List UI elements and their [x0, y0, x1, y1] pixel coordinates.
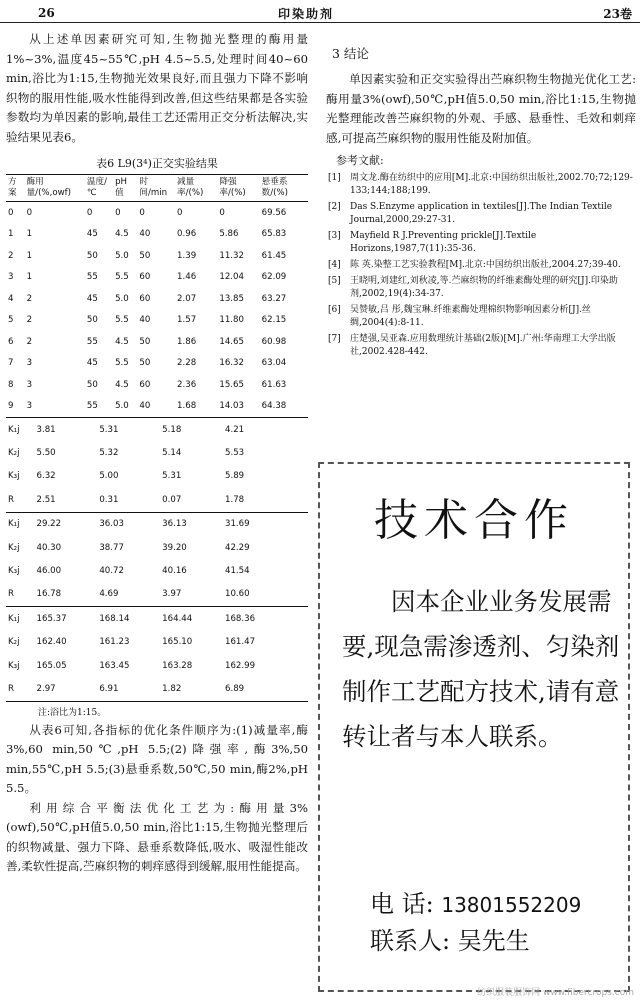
- page-header: [0, 0, 640, 23]
- stats-empty-cell: [301, 488, 308, 512]
- stats-cell: R: [8, 589, 14, 600]
- stats-cell: 36.13: [160, 512, 223, 536]
- stats-empty-cell: [286, 488, 293, 512]
- table-cell: 3: [26, 379, 33, 390]
- table-cell: 50: [86, 379, 98, 390]
- stats-empty-cell: [301, 654, 308, 677]
- table-cell: 61.63: [261, 379, 287, 390]
- reference-text: 王晓明,刘建红,刘秋凌,等.苎麻织物的纤维素酶处理的研究[J].印染助剂,2002,19(4):34-37.: [350, 276, 618, 299]
- stats-cell: 36.03: [97, 512, 160, 536]
- table-header-cell: 方案: [6, 175, 25, 202]
- table-row: [6, 202, 308, 224]
- stats-cell: K₃j: [8, 471, 20, 482]
- stats-cell: 5.14: [162, 448, 182, 459]
- stats-cell: 10.60: [225, 589, 250, 600]
- phone-number: 13801552209: [441, 893, 582, 917]
- stats-cell: 3.97: [162, 589, 182, 600]
- right-column: [326, 30, 636, 362]
- stats-row: [6, 607, 308, 631]
- table-cell: 11.80: [219, 315, 244, 326]
- stats-empty-cell: [286, 607, 293, 631]
- stats-cell: K₂j: [8, 637, 20, 648]
- stats-cell: 42.29: [225, 542, 250, 553]
- table-caption: 表6 L9(3⁴)正交实验结果: [96, 157, 218, 170]
- stats-cell: 0.07: [162, 494, 182, 505]
- stats-empty-cell: [301, 512, 308, 536]
- stats-cell: 163.45: [99, 660, 130, 671]
- contact-name: 吴先生: [457, 927, 530, 955]
- table-row: [6, 310, 308, 332]
- reference-item: [326, 172, 636, 198]
- table-cell: 0: [139, 207, 145, 218]
- table-cell: 0: [177, 207, 183, 218]
- stats-empty-cell: [301, 631, 308, 654]
- table-header-cell: pH 值: [113, 175, 137, 202]
- table-cell: 2: [26, 336, 33, 347]
- table-cell: 0: [219, 207, 225, 218]
- stats-empty-cell: [293, 583, 300, 607]
- reference-number: [1]: [328, 173, 341, 183]
- stats-empty-cell: [293, 536, 300, 559]
- stats-row: [6, 536, 308, 559]
- reference-number: [3]: [328, 231, 341, 241]
- stats-empty-cell: [293, 631, 300, 654]
- stats-empty-cell: [293, 677, 300, 701]
- stats-empty-cell: [286, 654, 293, 677]
- stats-cell: 31.69: [223, 512, 286, 536]
- contact-line: [370, 923, 581, 959]
- stats-empty-cell: [286, 583, 293, 607]
- table-cell: 0: [26, 207, 33, 218]
- stats-cell: 29.22: [35, 512, 98, 536]
- reference-item: [326, 259, 636, 272]
- table-note: 注:浴比为1:15。: [38, 707, 107, 718]
- stats-row: [6, 488, 308, 512]
- references-list: [326, 172, 636, 359]
- stats-empty-cell: [286, 677, 293, 701]
- table-cell: 12.04: [219, 272, 244, 283]
- table-cell: 40: [139, 229, 151, 240]
- table-cell: 0: [86, 207, 93, 218]
- stats-row: [6, 631, 308, 654]
- table-cell: 5.5: [115, 315, 129, 326]
- table-cell: 2.36: [177, 379, 197, 390]
- table-cell: 55: [86, 336, 98, 347]
- stats-cell: 164.44: [160, 607, 223, 631]
- reference-item: [326, 333, 636, 359]
- stats-cell: 40.16: [162, 566, 187, 577]
- stats-row: [6, 583, 308, 607]
- stats-cell: 2.51: [36, 494, 56, 505]
- table-cell: 4.5: [115, 336, 129, 347]
- stats-empty-cell: [286, 465, 293, 488]
- table-cell: 2.07: [177, 293, 197, 304]
- table-cell: 50: [86, 250, 98, 261]
- table-row: [6, 396, 308, 418]
- stats-table: [6, 417, 308, 702]
- stats-cell: 163.28: [162, 660, 193, 671]
- page-number: 26: [38, 6, 55, 20]
- stats-cell: 6.89: [223, 677, 286, 701]
- stats-cell: 46.00: [36, 566, 62, 577]
- stats-cell: 5.18: [160, 418, 223, 442]
- stats-cell: 39.20: [162, 542, 187, 553]
- stats-cell: K₃j: [8, 566, 20, 577]
- stats-cell: 165.05: [36, 660, 67, 671]
- table-cell: 45: [86, 358, 98, 369]
- table-body: [6, 202, 308, 418]
- table-cell: 64.38: [261, 401, 287, 412]
- table-cell: 0.96: [177, 229, 197, 240]
- table-cell: 5.0: [115, 401, 129, 412]
- stats-cell: 5.89: [225, 471, 245, 482]
- stats-cell: 162.99: [225, 660, 256, 671]
- table-cell: 50: [86, 315, 98, 326]
- phone-line: [370, 886, 581, 923]
- stats-cell: 5.53: [225, 448, 245, 459]
- stats-row: [6, 418, 308, 442]
- reference-text: 周文龙.酶在纺织中的应用[M].北京:中国纺织出版社,2002.70;72;129-133;144;188;199.: [350, 173, 633, 196]
- table-cell: 65.83: [261, 229, 287, 240]
- table-cell: 40: [139, 401, 151, 412]
- table-cell: 5.0: [115, 293, 129, 304]
- table-cell: 4.5: [115, 229, 129, 240]
- stats-empty-cell: [301, 441, 308, 464]
- stats-cell: 5.31: [162, 471, 182, 482]
- table-cell: 60.98: [261, 336, 287, 347]
- reference-text: 庄楚强,吴亚森.应用数理统计基础(2版)[M].广州:华南理工大学出版社,2002.428-442.: [350, 334, 616, 357]
- ad-body: 因本企业业务发展需要,现急需渗透剂、匀染剂制作工艺配方技术,请有意转让者与本人联系。: [342, 587, 620, 751]
- stats-cell: 4.69: [99, 589, 119, 600]
- table-cell: 50: [139, 336, 151, 347]
- table-cell: 45: [86, 293, 98, 304]
- stats-empty-cell: [301, 607, 308, 631]
- table-cell: 1.86: [177, 336, 197, 347]
- stats-empty-cell: [301, 583, 308, 607]
- table-cell: 5.5: [115, 358, 129, 369]
- reference-item: [326, 304, 636, 330]
- stats-row: [6, 677, 308, 701]
- table-cell: 45: [86, 229, 98, 240]
- reference-text: Mayfield R J.Preventing prickle[J].Textile Horizons,1987,7(11):35-36.: [350, 231, 537, 254]
- conclusion-paragraph: 单因素实验和正交实验得出苎麻织物生物抛光优化工艺:酶用量3%(owf),50℃,pH值5.0,50 min,浴比1:15,生物抛光整理能改善苎麻织物的外观、手感、悬垂性、毛效和刺痒感,可提高苎麻织物的服用性能及附加值。: [326, 72, 636, 145]
- table-cell: 1.39: [177, 250, 197, 261]
- stats-cell: 1.78: [225, 494, 245, 505]
- stats-empty-cell: [293, 559, 300, 582]
- table-cell: 14.03: [219, 401, 244, 412]
- table-cell: 2: [26, 293, 33, 304]
- stats-cell: 165.10: [162, 637, 193, 648]
- stats-empty-cell: [293, 512, 300, 536]
- table-row: [6, 224, 308, 246]
- ad-contact: [370, 886, 581, 959]
- table-header-cell: 减量率/(%): [175, 175, 217, 202]
- stats-empty-cell: [293, 654, 300, 677]
- table-cell: 5.5: [115, 272, 129, 283]
- table-cell: 55: [86, 401, 98, 412]
- optimization-paragraph: 从表6可知,各指标的优化条件顺序为:(1)减量率,酶3%,60 min,50℃,pH 5.5;(2)降强率,酶3%,50 min,55℃,pH 5.5;(3)悬垂系数,50℃,50 min,酶2%,pH 5.5。: [6, 722, 308, 796]
- stats-cell: 6.91: [97, 677, 160, 701]
- table-cell: 1.57: [177, 315, 197, 326]
- reference-number: [5]: [328, 276, 341, 286]
- table-cell: 61.45: [261, 250, 287, 261]
- stats-empty-cell: [301, 677, 308, 701]
- table-cell: 1: [26, 272, 33, 283]
- table-cell: 5: [8, 315, 14, 326]
- stats-empty-cell: [293, 607, 300, 631]
- table-cell: 11.32: [219, 250, 244, 261]
- reference-text: 吴赞敏,吕 彤,魏宝琳.纤维素酶处理棉织物影响因素分析[J].丝绸,2004(4):8-11.: [350, 305, 591, 328]
- stats-cell: 38.77: [99, 542, 124, 553]
- advertisement-box: [318, 462, 630, 992]
- phone-label: 电 话:: [370, 890, 434, 918]
- stats-cell: 162.40: [36, 637, 67, 648]
- table-cell: 3: [26, 401, 33, 412]
- stats-cell: 16.78: [36, 589, 62, 600]
- table-cell: 6: [8, 336, 14, 347]
- table-cell: 40: [139, 315, 151, 326]
- stats-body: [6, 418, 308, 702]
- table-cell: 13.85: [219, 293, 244, 304]
- stats-cell: 161.23: [99, 637, 130, 648]
- table-cell: 50: [139, 358, 151, 369]
- stats-empty-cell: [293, 441, 300, 464]
- stats-row: [6, 441, 308, 464]
- table-cell: 1: [26, 250, 33, 261]
- stats-cell: K₁j: [6, 418, 35, 442]
- stats-cell: 6.32: [36, 471, 56, 482]
- references-title: 参考文献:: [336, 154, 384, 167]
- table-cell: 9: [8, 401, 14, 412]
- stats-cell: 161.47: [225, 637, 256, 648]
- table-cell: 0: [115, 207, 121, 218]
- table-cell: 15.65: [219, 379, 244, 390]
- stats-empty-cell: [286, 536, 293, 559]
- table-row: [6, 353, 308, 375]
- stats-cell: K₁j: [6, 607, 35, 631]
- reference-text: Das S.Enzyme application in textiles[J].The Indian Textile Journal,2000,29:27-31.: [350, 202, 613, 225]
- table-header-cell: 酶用量/(%,owf): [25, 175, 85, 202]
- stats-cell: 3.81: [35, 418, 98, 442]
- table-cell: 2: [26, 315, 33, 326]
- stats-cell: R: [8, 494, 14, 505]
- table-cell: 2: [8, 250, 14, 261]
- table-cell: 63.27: [261, 293, 287, 304]
- intro-paragraph: 从上述单因素研究可知,生物抛光整理的酶用量1%~3%,温度45~55℃,pH 4.5~5.5,处理时间40~60 min,浴比为1:15,生物抛光效果良好,而且强力下降不影响织物的服用性能,吸水性能得到改善,但这些结果都是各实验参数均为单因素的影响,最佳工艺还需用正交分析法解决,实验结果见表6。: [6, 32, 308, 144]
- contact-label: 联系人:: [370, 927, 451, 955]
- stats-cell: 4.21: [223, 418, 286, 442]
- stats-cell: 0.31: [99, 494, 119, 505]
- stats-cell: R: [6, 677, 35, 701]
- stats-cell: 2.97: [35, 677, 98, 701]
- balance-paragraph: 利用综合平衡法优化工艺为:酶用量3%(owf),50℃,pH值5.0,50 min,浴比1:15,生物抛光整理后的织物减量、强力下降、悬垂系数降低,吸水、吸湿性能改善,柔软性提高,苎麻织物的刺痒感得到缓解,服用性能提高。: [6, 800, 308, 874]
- stats-cell: 41.54: [225, 566, 250, 577]
- table-row: [6, 331, 308, 353]
- table-cell: 69.56: [261, 207, 287, 218]
- table-cell: 14.65: [219, 336, 244, 347]
- stats-empty-cell: [301, 536, 308, 559]
- watermark: 纺织服装服饰网 www.fibercrops.com: [477, 988, 634, 998]
- table-cell: 1.68: [177, 401, 197, 412]
- stats-cell: 5.32: [99, 448, 119, 459]
- reference-item: [326, 230, 636, 256]
- table-cell: 60: [139, 272, 151, 283]
- table-cell: 7: [8, 358, 14, 369]
- stats-empty-cell: [286, 441, 293, 464]
- stats-empty-cell: [301, 418, 308, 442]
- stats-row: [6, 654, 308, 677]
- reference-item: [326, 201, 636, 227]
- table-cell: 1.46: [177, 272, 197, 283]
- table-cell: 5.0: [115, 250, 129, 261]
- stats-cell: K₁j: [6, 512, 35, 536]
- table-cell: 62.09: [261, 272, 287, 283]
- stats-cell: 5.50: [36, 448, 56, 459]
- table-row: [6, 245, 308, 267]
- table-row: [6, 267, 308, 289]
- reference-item: [326, 275, 636, 301]
- table-header-cell: 悬垂系数/(%): [260, 175, 308, 202]
- left-column: [6, 30, 308, 877]
- stats-row: [6, 512, 308, 536]
- table-cell: 3: [26, 358, 33, 369]
- table-header-cell: 时间/min: [137, 175, 175, 202]
- stats-cell: 168.14: [97, 607, 160, 631]
- ad-title: 技术合作: [374, 495, 574, 546]
- table-cell: 63.04: [261, 358, 287, 369]
- stats-cell: 1.82: [160, 677, 223, 701]
- table-header-cell: 温度/℃: [85, 175, 113, 202]
- table-cell: 16.32: [219, 358, 244, 369]
- stats-row: [6, 465, 308, 488]
- stats-cell: 5.00: [99, 471, 119, 482]
- stats-empty-cell: [293, 465, 300, 488]
- stats-cell: 5.31: [97, 418, 160, 442]
- reference-number: [7]: [328, 334, 341, 344]
- stats-empty-cell: [293, 418, 300, 442]
- reference-text: 陈 英.染整工艺实验教程[M].北京:中国纺织出版社,2004.27;39-40.: [350, 260, 621, 270]
- journal-name: 印染助剂: [278, 7, 335, 21]
- table-row: [6, 288, 308, 310]
- stats-empty-cell: [286, 512, 293, 536]
- table-cell: 5.86: [219, 229, 239, 240]
- reference-number: [4]: [328, 260, 341, 270]
- stats-empty-cell: [301, 465, 308, 488]
- section-title: 3 结论: [332, 46, 369, 61]
- table-header-row: [6, 175, 308, 202]
- stats-row: [6, 559, 308, 582]
- stats-cell: K₂j: [8, 448, 20, 459]
- reference-number: [6]: [328, 305, 341, 315]
- table-cell: 60: [139, 293, 151, 304]
- table-header-cell: 降强率/(%): [217, 175, 259, 202]
- table-cell: 1: [8, 229, 14, 240]
- table-cell: 8: [8, 379, 14, 390]
- stats-empty-cell: [293, 488, 300, 512]
- stats-cell: 165.37: [35, 607, 98, 631]
- table-cell: 0: [8, 207, 14, 218]
- orthogonal-table: [6, 174, 308, 417]
- table-row: [6, 374, 308, 396]
- stats-cell: 168.36: [223, 607, 286, 631]
- volume-label: 23卷: [603, 7, 632, 21]
- stats-cell: 40.30: [36, 542, 62, 553]
- stats-cell: K₂j: [8, 542, 20, 553]
- table-cell: 2.28: [177, 358, 197, 369]
- stats-cell: 40.72: [99, 566, 124, 577]
- table-cell: 1: [26, 229, 33, 240]
- stats-empty-cell: [301, 559, 308, 582]
- stats-empty-cell: [286, 631, 293, 654]
- stats-empty-cell: [286, 418, 293, 442]
- table-cell: 4.5: [115, 379, 129, 390]
- stats-empty-cell: [286, 559, 293, 582]
- table-cell: 55: [86, 272, 98, 283]
- table-cell: 60: [139, 379, 151, 390]
- table-cell: 62.15: [261, 315, 287, 326]
- stats-cell: K₃j: [8, 660, 20, 671]
- table-cell: 4: [8, 293, 14, 304]
- table-cell: 50: [139, 250, 151, 261]
- reference-number: [2]: [328, 202, 341, 212]
- table-cell: 3: [8, 272, 14, 283]
